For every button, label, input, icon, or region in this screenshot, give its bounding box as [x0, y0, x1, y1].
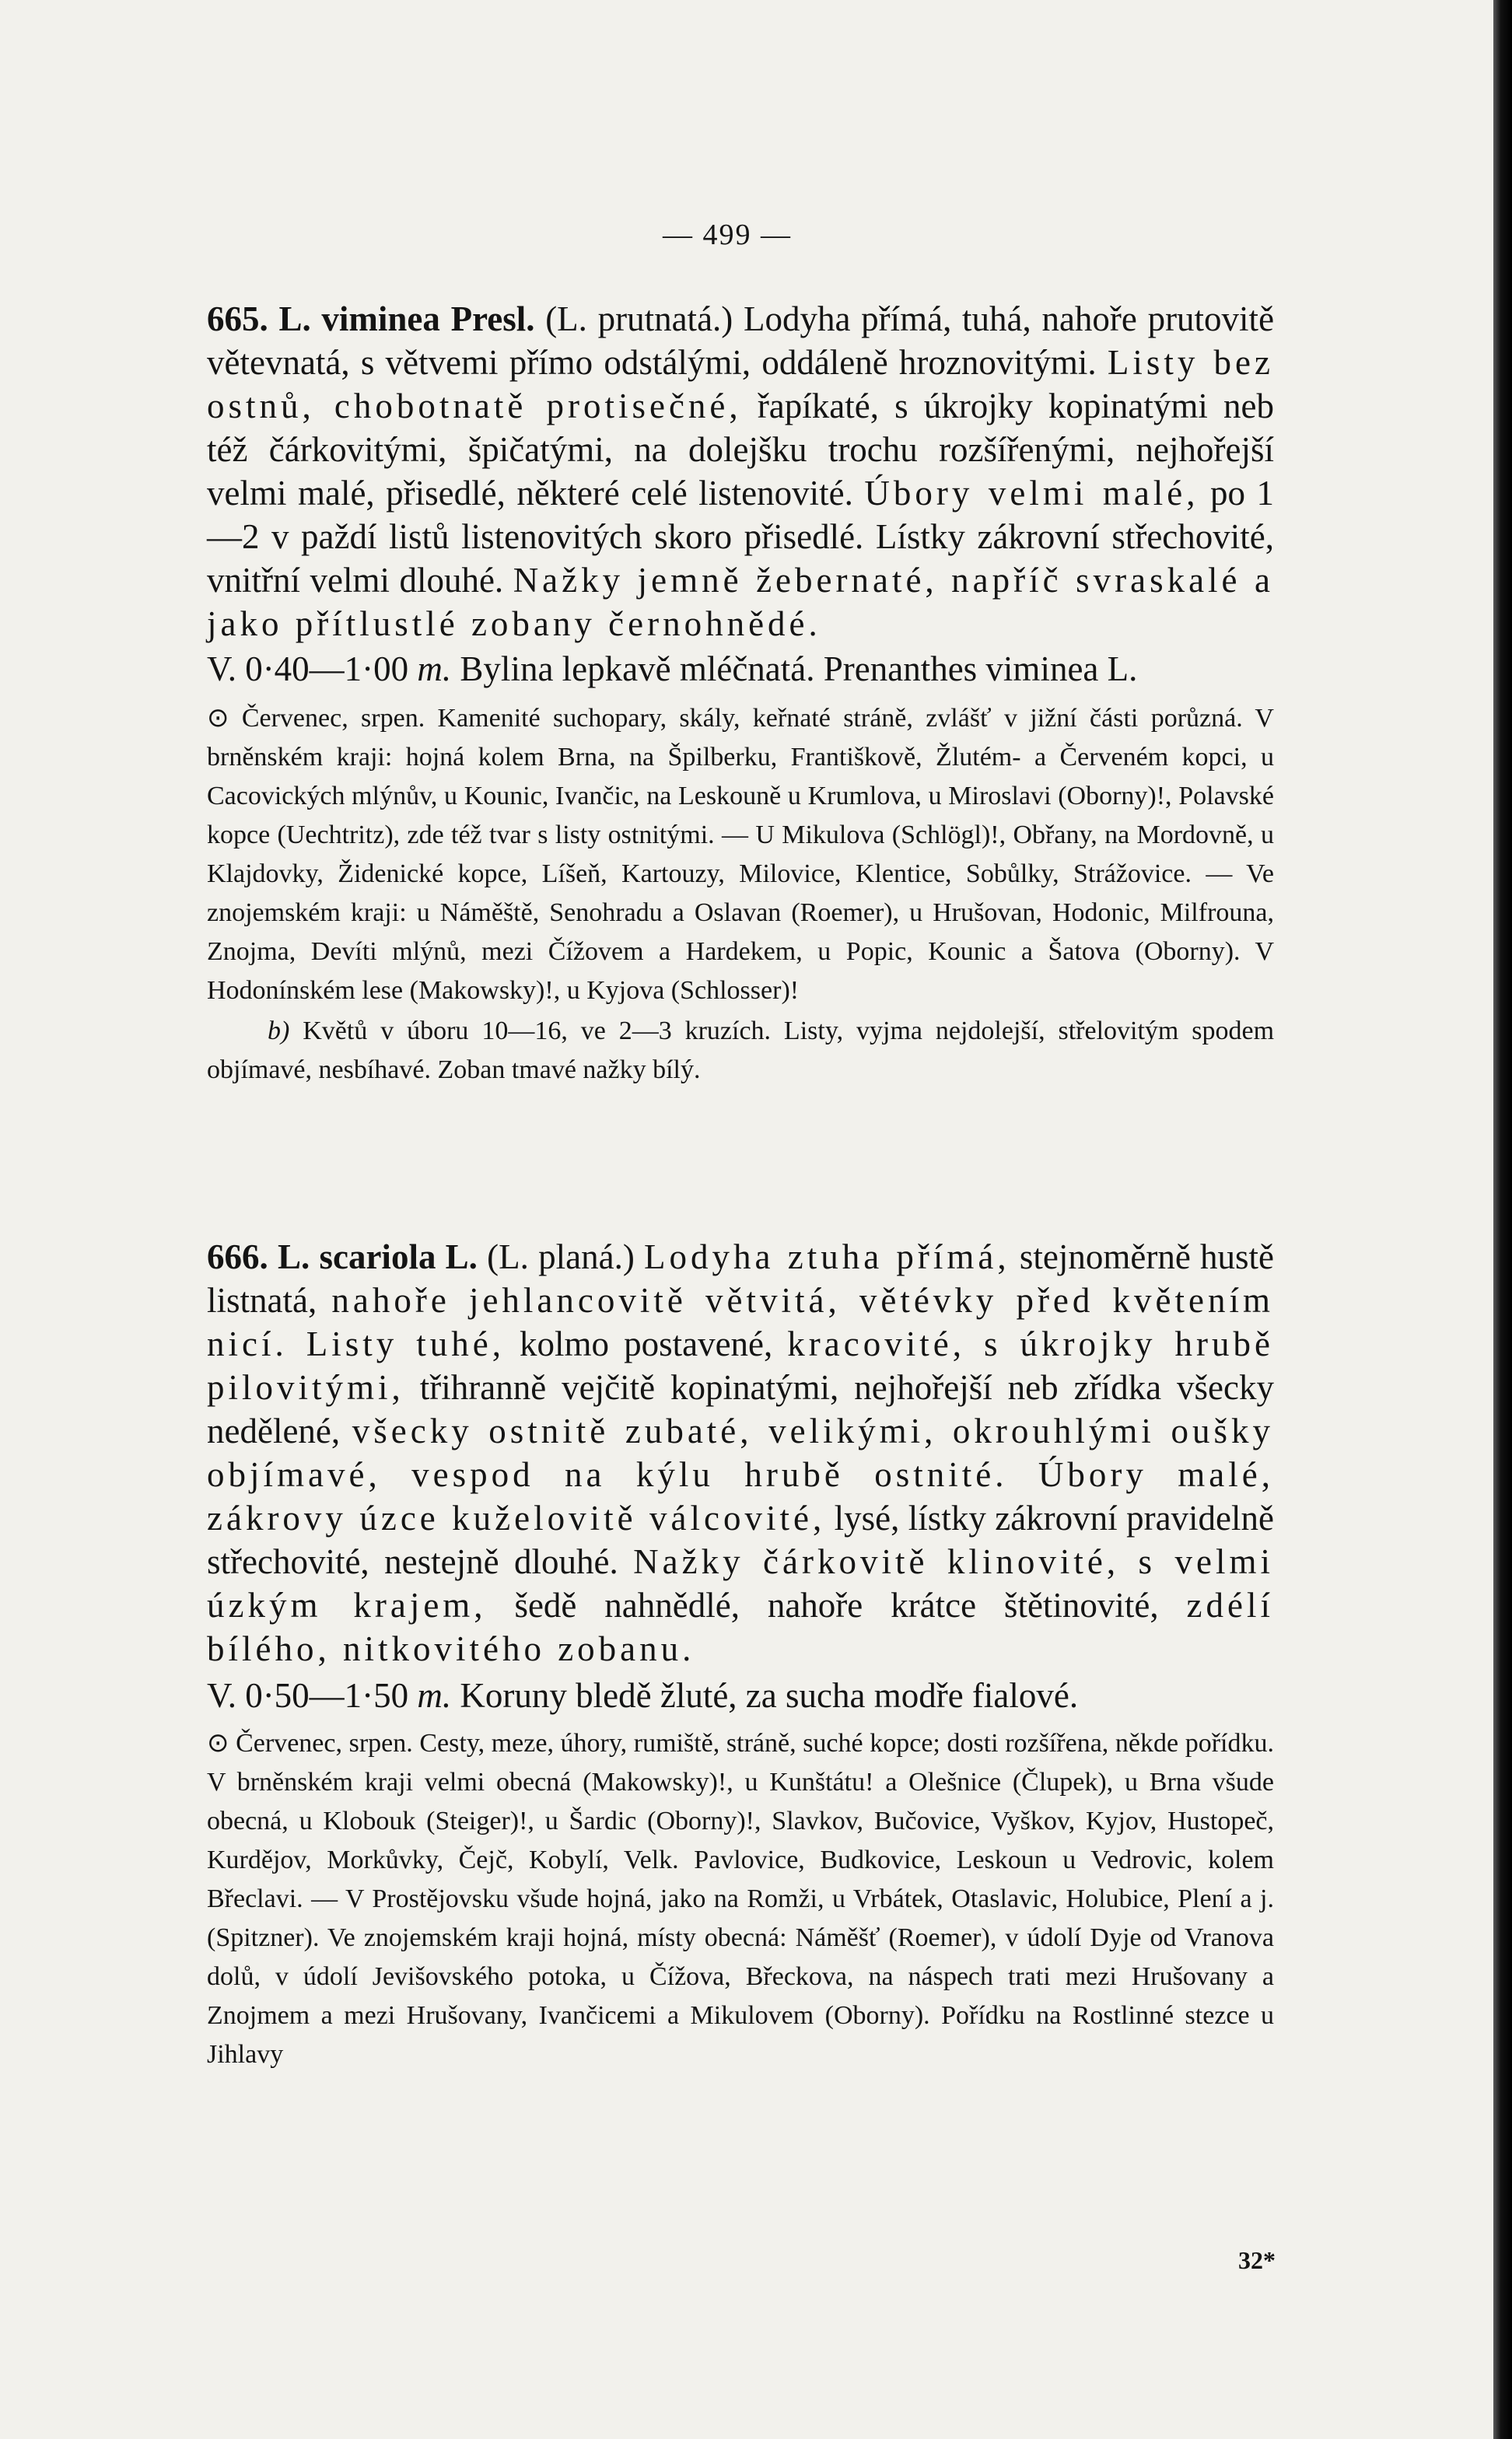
- variety-665: [207, 1012, 1274, 1090]
- annual-symbol-icon: ⊙: [207, 702, 229, 733]
- localities-text: Červenec, srpen. Cesty, meze, úhory, rumiště, stráně, suché kopce; dosti rozšířena, někde pořídku. V brněnském kraji velmi obecná (Makowsky)!, u Kunštátu! a Olešnice (Člupek), u Brna všude obecná, u Klobouk (Steiger)!, u Šardic (Oborny)!, Slavkov, Bučovice, Vyškov, Kyjov, Hustopeč, Kurdějov, Morkůvky, Čejč, Kobylí, Velk. Pavlovice, Budkovice, Leskoun u Vedrovic, kolem Břeclavi. — V Prostějovsku všude hojná, jako na Romži, u Vrbátek, Otaslavic, Holubice, Plení a j. (Spitzner). Ve znojemském kraji hojná, místy obecná: Náměšť (Roemer), v údolí Dyje od Vranova dolů, v údolí Jevišovského potoka, u Čížova, Břeckova, na náspech trati mezi Hrušovany a Znojmem a mezi Hrušovany, Ivančicemi a Mikulovem (Oborny). Pořídku na Rostlinné stezce u Jihlavy: [207, 1729, 1274, 2069]
- achenes-spaced: Nažky jemně žebernaté, napříč svraskalé a jako přítlustlé zobany černohnědé.: [207, 561, 1274, 643]
- species-665: [207, 297, 1274, 1090]
- height-range: V. 0·40—1·00: [207, 649, 409, 688]
- size-665: [207, 647, 1274, 691]
- achenes-text: šedě nahnědlé, nahoře krátce štětinovité,: [514, 1586, 1159, 1625]
- localities-665: [207, 698, 1274, 1010]
- size-text: Bylina lepkavě mléčnatá. Prenanthes viminea L.: [460, 649, 1138, 688]
- heads-spaced: Úbory velmi malé,: [864, 474, 1199, 513]
- corolla-text: Koruny bledě žluté, za sucha modře fialové.: [460, 1676, 1079, 1715]
- achenes-spaced: Nažky čárkovitě klinovité, s velmi úzkým krajem,: [207, 1542, 1274, 1625]
- lobes-text: třihranně vejčitě kopinatými, nejhořejší neb zřídka všecky nedělené,: [207, 1368, 1275, 1450]
- species-name: L. viminea Presl.: [278, 299, 535, 338]
- stem-spaced: Lodyha ztuha přímá,: [644, 1237, 1010, 1276]
- stem-text: stejnoměrně hustě listnatá,: [207, 1237, 1275, 1320]
- leaves-spaced: kracovité, s úkrojky hrubě pilovitými,: [207, 1324, 1274, 1407]
- species-number: 666.: [207, 1237, 268, 1276]
- annual-symbol-icon: ⊙: [207, 1727, 229, 1758]
- description-666: [207, 1235, 1274, 1671]
- variety-label: b): [268, 1017, 290, 1045]
- variety-text: Květů v úboru 10—16, ve 2—3 kruzích. Listy, vyjma nejdolejší, střelovitým spodem objímavé, nesbíhavé. Zoban tmavé nažky bílý.: [207, 1017, 1275, 1084]
- leaves-text: kolmo postavené,: [520, 1324, 773, 1363]
- vernacular-name: (L. planá.): [487, 1237, 635, 1276]
- vernacular-name: (L. prutnatá.): [545, 299, 733, 338]
- localities-text: Červenec, srpen. Kamenité suchopary, skály, keřnaté stráně, zvlášť v jižní části porůzná. V brněnském kraji: hojná kolem Brna, na Špilberku, Františkově, Žlutém- a Červeném kopci, u Cacovických mlýnův, u Kounic, Ivančic, na Leskouně u Krumlova, u Miroslavi (Oborny)!, Polavské kopce (Uechtritz), zde též tvar s listy ostnitými. — U Mikulova (Schlögl)!, Obřany, na Mordovně, u Klajdovky, Židenické kopce, Líšeň, Kartouzy, Milovice, Klentice, Sobůlky, Strážovice. — Ve znojemském kraji: u Náměště, Senohradu a Oslavan (Roemer), u Hrušovan, Hodonic, Milfrouna, Znojma, Devíti mlýnů, mezi Čížovem a Hardekem, u Popic, Kounic a Šatova (Oborny). V Hodonínském lese (Makowsky)!, u Kyjova (Schlosser)!: [207, 704, 1274, 1005]
- stem-text: Lodyha přímá, tuhá, nahoře prutovitě větevnatá, s větvemi přímo odstálými, oddáleně hroznovitými.: [207, 299, 1275, 382]
- localities-666: [207, 1723, 1274, 2074]
- species-name: L. scariola L.: [277, 1237, 478, 1276]
- height-range: V. 0·50—1·50: [207, 1676, 409, 1715]
- branches-spaced: nahoře jehlancovitě větvitá, větévky před květením nicí. Listy tuhé,: [207, 1281, 1275, 1363]
- signature-mark: 32*: [1238, 2246, 1276, 2274]
- leaves-spaced: Listy bez ostnů, chobotnatě protisečné,: [207, 343, 1275, 425]
- involucre-text: lysé, lístky zákrovní pravidelně střechovité, nestejně dlouhé.: [207, 1499, 1274, 1581]
- page-edge: [1493, 0, 1512, 2439]
- teeth-spaced: všecky ostnitě zubaté, velikými, okrouhlými oušky objímavé, vespod na kýlu hrubě ostnité. Úbory malé, zákrovy úzce kuželovitě válcovité,: [207, 1412, 1274, 1538]
- leaves-text: řapíkaté, s úkrojky kopinatými neb též čárkovitými, špičatými, na dolejšku trochu rozšířenými, nejhořejší velmi malé, přisedlé, některé celé listenovité.: [207, 387, 1274, 513]
- heads-text: po 1—2 v paždí listů listenovitých skoro přisedlé. Lístky zákrovní střechovité, vnitřní velmi dlouhé.: [207, 474, 1275, 600]
- description-665: [207, 297, 1274, 646]
- species-666: [207, 1235, 1274, 2074]
- height-unit: m.: [417, 649, 452, 688]
- species-number: 665.: [207, 299, 268, 338]
- height-unit: m.: [417, 1676, 452, 1715]
- size-666: [207, 1674, 1274, 1717]
- beak-spaced: zdélí bílého, nitkovitého zobanu.: [207, 1586, 1274, 1668]
- page-number: — 499 —: [663, 219, 792, 251]
